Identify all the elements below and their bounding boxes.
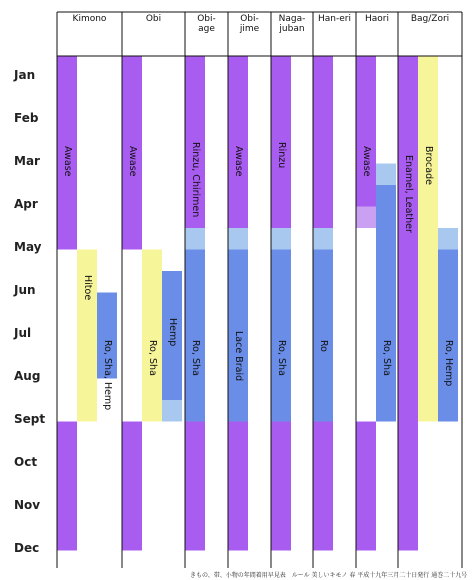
bar-obi-jime-13: [228, 56, 248, 228]
column-header-6: Haori: [365, 14, 389, 24]
month-label-may: May: [14, 240, 42, 254]
bar-label-12: Ro, Sha: [190, 339, 201, 376]
bar-haori-27: [356, 422, 376, 551]
month-label-dec: Dec: [14, 541, 40, 555]
month-label-jan: Jan: [14, 68, 36, 82]
footer-caption: きもの、帯、小物の年間着用早見表 ルール 美しいキモノ 春 平成十九年三月二十日発行 通巻二十九号: [190, 572, 468, 579]
bar-obi-8: [162, 400, 182, 422]
bar-label-16: Lace Braid: [233, 330, 244, 382]
bar-label-31: Brocade: [423, 146, 434, 185]
bar-haori-28: [376, 164, 396, 186]
bar-han-eri-23: [313, 228, 333, 250]
bar-han-eri-21: [313, 56, 333, 228]
column-header-4: Naga- juban: [278, 14, 306, 34]
bar-label-25: Awase: [361, 146, 372, 177]
bar-obi-age-10: [185, 422, 205, 551]
bar-label-6: Ro, Sha: [147, 339, 158, 376]
bar-label-17: Rinzu: [276, 141, 287, 168]
bar-label-0: Awase: [62, 146, 73, 177]
month-label-nov: Nov: [14, 498, 41, 512]
bar-haori-25: [356, 56, 376, 207]
bar-label-3: Ro, Sha, Hemp: [102, 339, 113, 410]
bar-kimono-1: [57, 422, 77, 551]
column-header-2: Obi- age: [197, 14, 216, 34]
bar-obi-6: [142, 250, 162, 422]
bar-haori-29: [376, 185, 396, 422]
bar-bag-zori-32: [418, 228, 438, 422]
column-header-7: Bag/Zori: [410, 14, 450, 24]
bar-label-30: Enamel, Leather: [403, 154, 414, 233]
bar-obi-jime-14: [228, 422, 248, 551]
column-header-0: Kimono: [72, 14, 107, 24]
column-header-1: Obi: [145, 14, 162, 24]
bar-label-24: Ro: [318, 339, 329, 352]
column-header-5: Han-eri: [318, 14, 351, 24]
bar-obi-age-12: [185, 250, 205, 422]
month-label-feb: Feb: [14, 111, 39, 125]
bar-label-13: Awase: [233, 146, 244, 177]
month-label-apr: Apr: [14, 197, 38, 211]
month-label-oct: Oct: [14, 455, 38, 469]
bar-bag-zori-30: [398, 56, 418, 551]
bar-han-eri-24: [313, 250, 333, 422]
month-label-mar: Mar: [14, 154, 40, 168]
bar-naga-juban-20: [271, 250, 291, 422]
bar-naga-juban-19: [271, 228, 291, 250]
month-label-sept: Sept: [14, 412, 46, 426]
bar-label-29: Ro, Sha: [381, 339, 392, 376]
bar-label-7: Hemp: [167, 318, 178, 347]
bar-label-9: Rinzu, Chirimen: [190, 141, 201, 217]
bar-label-2: Hitoe: [82, 275, 93, 301]
bar-label-34: Ro, Hemp: [443, 339, 454, 386]
month-label-aug: Aug: [14, 369, 41, 383]
bar-haori-26: [356, 207, 376, 229]
bar-label-4: Awase: [127, 146, 138, 177]
bar-han-eri-22: [313, 422, 333, 551]
bar-naga-juban-18: [271, 422, 291, 551]
bar-bag-zori-31: [418, 56, 438, 228]
bar-obi-jime-15: [228, 228, 248, 250]
bar-bag-zori-34: [438, 250, 458, 422]
bar-obi-5: [122, 422, 142, 551]
bar-label-20: Ro, Sha: [276, 339, 287, 376]
bar-bag-zori-33: [438, 228, 458, 250]
column-header-3: Obi- jime: [239, 14, 260, 34]
month-label-jun: Jun: [14, 283, 36, 297]
month-label-jul: Jul: [14, 326, 32, 340]
bar-obi-age-11: [185, 228, 205, 250]
